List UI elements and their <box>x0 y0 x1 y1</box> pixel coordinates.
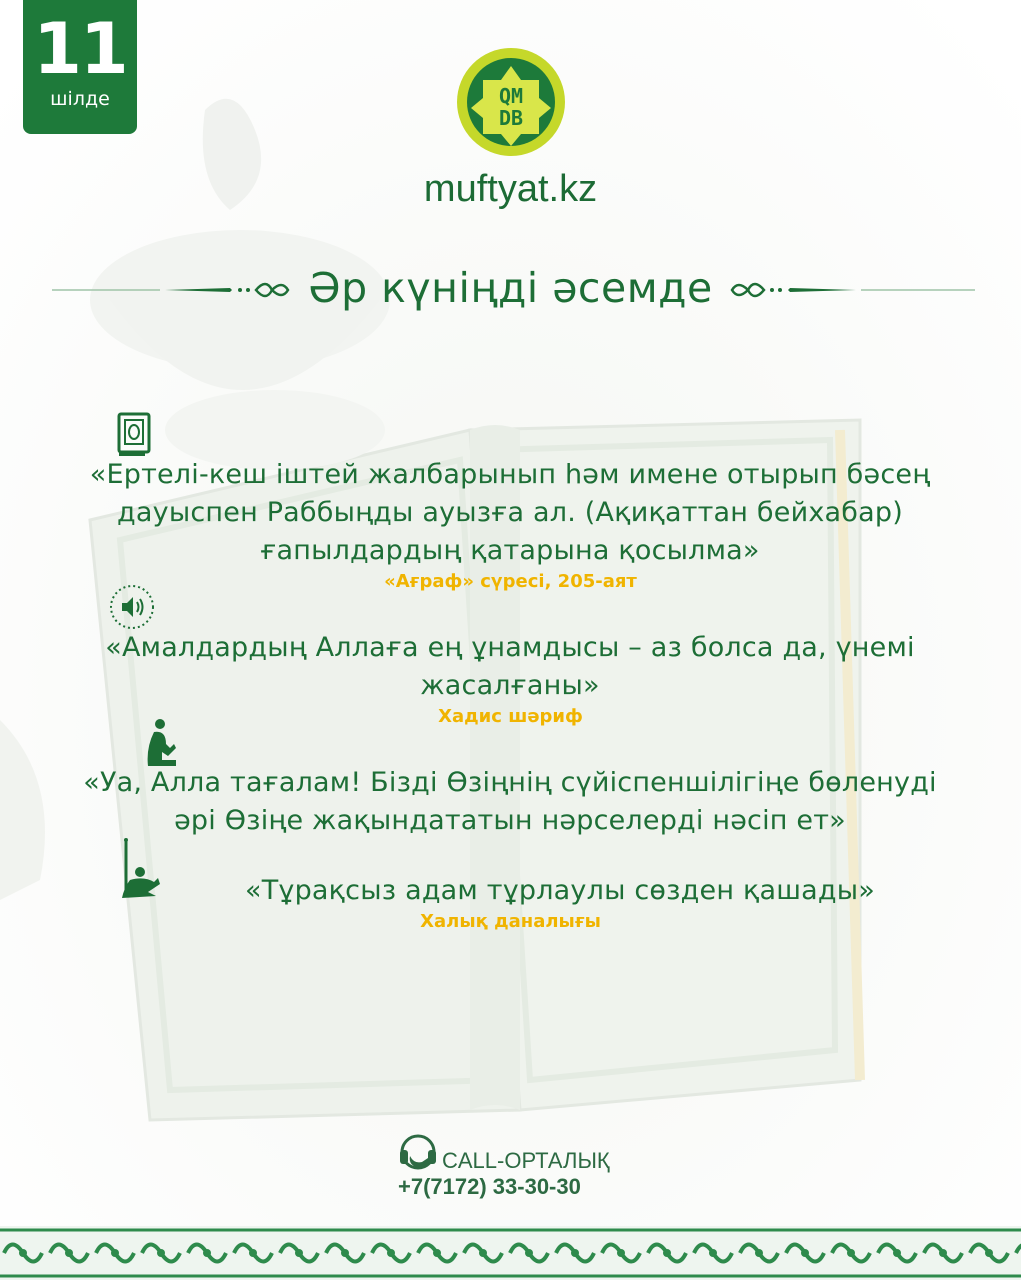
quran-book-icon <box>116 412 152 458</box>
ornament-dot <box>663 1249 671 1257</box>
ornament-dot <box>157 1249 165 1257</box>
ornament-dot <box>249 1249 257 1257</box>
svg-text:DB: DB <box>498 106 524 130</box>
svg-text:QM: QM <box>498 84 524 108</box>
ornament-dot <box>203 1249 211 1257</box>
ornament-dot <box>893 1249 901 1257</box>
ornament-dot <box>19 1249 27 1257</box>
ornament-dot <box>295 1249 303 1257</box>
ornament-dot <box>65 1249 73 1257</box>
quote-source: Халық даналығы <box>420 911 601 932</box>
ornament-dot <box>341 1249 349 1257</box>
headset-icon <box>398 1132 438 1172</box>
quote-text: «Амалдардың Аллаға ең ұнамдысы – аз болса да, үнемі жасалғаны» <box>105 632 915 701</box>
ornament-dot <box>525 1249 533 1257</box>
ornament-dot <box>387 1249 395 1257</box>
ornament-dot <box>801 1249 809 1257</box>
date-month: шілде <box>50 88 110 110</box>
call-center-phone[interactable]: +7(7172) 33-30-30 <box>398 1174 581 1199</box>
call-center-label: CALL-ОРТАЛЫҚ <box>442 1148 610 1173</box>
quote-source: «Ағраф» сүресі, 205-аят <box>384 571 637 592</box>
ornament-dot <box>847 1249 855 1257</box>
quote-text: «Тұрақсыз адам тұрлаулы сөзден қашады» <box>244 875 876 906</box>
praying-person-icon <box>140 718 184 768</box>
date-day: 11 <box>33 8 127 90</box>
ornament-dot <box>433 1249 441 1257</box>
quote-text: «Ертелі-кеш іштей жалбарынып һәм имене отырып бәсең дауыспен Раббыңды ауызға ал. (Ақиқаттан бейхабар) ғапылдардың қатарына қосылма» <box>89 459 931 566</box>
page-title: Әр күніңді әсемде <box>308 264 713 312</box>
quote-text: «Уа, Алла тағалам! Бізді Өзіңнің сүйіспеншілігіңе бөленуді әрі Өзіңе жақындататын нәрселерді нәсіп ет» <box>83 767 937 836</box>
speaker-icon <box>108 583 156 631</box>
ornament-dot <box>939 1249 947 1257</box>
muftyat-logo <box>455 46 567 158</box>
ornament-dot <box>617 1249 625 1257</box>
ornament-dot <box>755 1249 763 1257</box>
ornament-border <box>0 1226 1021 1280</box>
title-row <box>0 258 1021 322</box>
ornament-dot <box>985 1249 993 1257</box>
date-badge <box>23 0 137 134</box>
site-name: muftyat.kz <box>423 168 598 210</box>
ornament-dot <box>111 1249 119 1257</box>
quote-source: Хадис шәриф <box>438 706 583 727</box>
ornament-dot <box>709 1249 717 1257</box>
ornament-dot <box>571 1249 579 1257</box>
ornament-dot <box>479 1249 487 1257</box>
call-center <box>398 1132 638 1202</box>
